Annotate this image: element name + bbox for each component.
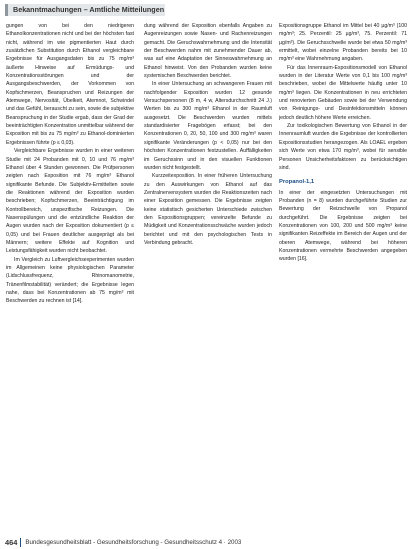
paragraph: gungen von bei den niedrigeren Ethanolkonzentrationen nicht und bei der höchsten fast nicht, während im wie pigmentierten Haut durch zusätzlichen Substitution durch Ethanol vergleichbare Ergebnisse für Ausgangsdaten bis zu 75 mg/m³ äußerte Hinweise auf Ermüdungs- und Konzentrationsstörungen und der Ausgangsbeschwerden, der Vorkommen von Kopfschmerzen, Beanspruchen und Reizungen der Atemwege, Nervosität, Übelkeit, Atemnot, Schwindel und das Gefühl, berauscht zu sein, sowie die subjektive Beanspruchung in der Studie ergab, dass der Grad der beeinträchtigten Konzentration unmittelbar während der Exposition mit bis zu 75 mg/m³ zu Ethanol-dominierten Ergebnissen führte (p ≤ 0,03).	[6, 23, 134, 146]
paragraph: In einer der eingesetzten Untersuchungen mit Probanden (n = 8) wurden durchgeführte Studien zur Bewertung der Reizschwelle von Propanol durchgeführt. Die Ergebnisse zeigten bei Konzentrationen von 100, 200 und 500 mg/m³ keine signifikanten Reizeffekte im Bereich der Augen und der oberen Atemwege, während bei höheren Konzentrationen vermehrte Beschwerden angegeben wurden [16].	[279, 189, 407, 263]
text-column-3	[279, 22, 407, 522]
paragraph: dung während der Exposition ebenfalls Angaben zu Augenreizungen sowie Nasen- und Rachenreizungen gemacht. Die Geruchswahrnehmung und die Intensität der Beschwerden nahm mit zunehmender Dauer ab, was auf eine Adaptation der Sinneswahrnehmung an Ethanol hinweist. Von den Probanden wurden keine systemischen Beschwerden berichtet.	[144, 23, 272, 80]
paragraph: Zur toxikologischen Bewertung von Ethanol in der Innenraumluft wurden die Ergebnisse der kontrollierten Expositionsstudien herangezogen. Als LOAEL ergeben sich Werte von etwa 170 mg/m³, wobei für sensible Personen Unsicherheitsfaktoren zu berücksichtigen sind.	[279, 123, 407, 171]
journal-citation: Bundesgesundheitsblatt - Gesundheitsforschung - Gesundheitsschutz 4 · 2003	[25, 538, 242, 546]
text-column-2	[144, 22, 272, 522]
section-heading: Propanol-1,1	[279, 179, 315, 186]
paragraph: Für das Innenraum-Expositionsmodell von Ethanol wurden in der Literatur Werte von 0,1 bis 100 mg/m³ beschrieben, wobei die Mittelwerte häufig unter 10 mg/m³ liegen. Die Konzentrationen in neu errichteten und renovierten Gebäuden sowie bei der Verwendung von Reinigungs- und Desinfektionsmitteln können jedoch deutlich höhere Werte erreichen.	[279, 64, 407, 121]
text-column-1	[6, 22, 134, 522]
paragraph: Expositionsgruppe Ethanol im Mittel bei 40 µg/m³ (100 mg/m³; 25. Perzentil: 25 µg/m³, 75. Perzentil: 71 µg/m³). Die Geruchsschwelle wurde bei etwa 50 mg/m³ ermittelt, wobei einzelne Probanden bereits bei 10 mg/m³ eine Wahrnehmung angaben.	[279, 23, 407, 63]
paragraph: Kurzzeitexposition. In einer früheren Untersuchung zu den Auswirkungen von Ethanol auf das Zentralnervensystem wurden die Reaktionszeiten nach einer Exposition gemessen. Die Ergebnisse zeigten keine statistisch gesicherten Unterschiede zwischen den Expositionsgruppen; vereinzelte Befunde zu Müdigkeit und Konzentrationsschwäche wurden jedoch berichtet und mit den psychologischen Tests in Verbindung gebracht.	[144, 173, 272, 246]
paragraph: In einer Untersuchung an schwangeren Frauen mit nachfolgender Exposition wurden 12 gesunde Versuchspersonen (8 m, 4 w, Altersdurchschnitt 24 J.) Werten bis zu 300 mg/m³ Ethanol in der Raumluft ausgesetzt. Die Beschwerden wurden mittels standardisierter Fragebögen erfasst; bei den Konzentrationen 0, 20, 50, 100 und 300 mg/m³ waren signifikante Veränderungen (p < 0,05) nur bei den höchsten Konzentrationen festzustellen. Auffälligkeiten im Geruchssinn und in den visuellen Funktionen wurden nicht festgestellt.	[144, 81, 272, 171]
page-number: 464	[5, 538, 21, 547]
paragraph: Im Vergleich zu Luftvergleichsexperimenten wurden im Allgemeinen keine physiologischen Parameter (Lidschlussfrequenz, Rhinomanometrie, Tränenfilmstabilität) verändert; die Ergebnisse legen nahe, dass bei Konzentrationen ab 75 mg/m³ mit Beschwerden zu rechnen ist [14].	[6, 256, 134, 305]
paragraph: Vergleichbare Ergebnisse wurden in einer weiteren Studie mit 24 Probanden mit 0, 10 und 76 mg/m³ Ethanol über 4 Stunden gewonnen. Die Prüfpersonen zeigten nach Exposition mit 76 mg/m³ Ethanol signifikante Befunde. Die Subjektiv-Ermittelten sowie die Reaktionen während der Exposition wurden beschrieben; Kopfschmerzen, Beeinträchtigung im Kontrollbereich, unspezifische Reizungen. Die Nasenspülungen und die entzündliche Reaktion der Augen wurden nach der Exposition dokumentiert (p ≤ 0,05) und bei Frauen deutlicher ausgeprägt als bei Männern; weitere Effekte auf Kognition und Leistungsfähigkeit wurden nicht beobachtet.	[6, 148, 134, 255]
section-header: Bekanntmachungen – Amtliche Mitteilungen	[5, 4, 165, 16]
page-footer	[5, 536, 410, 548]
